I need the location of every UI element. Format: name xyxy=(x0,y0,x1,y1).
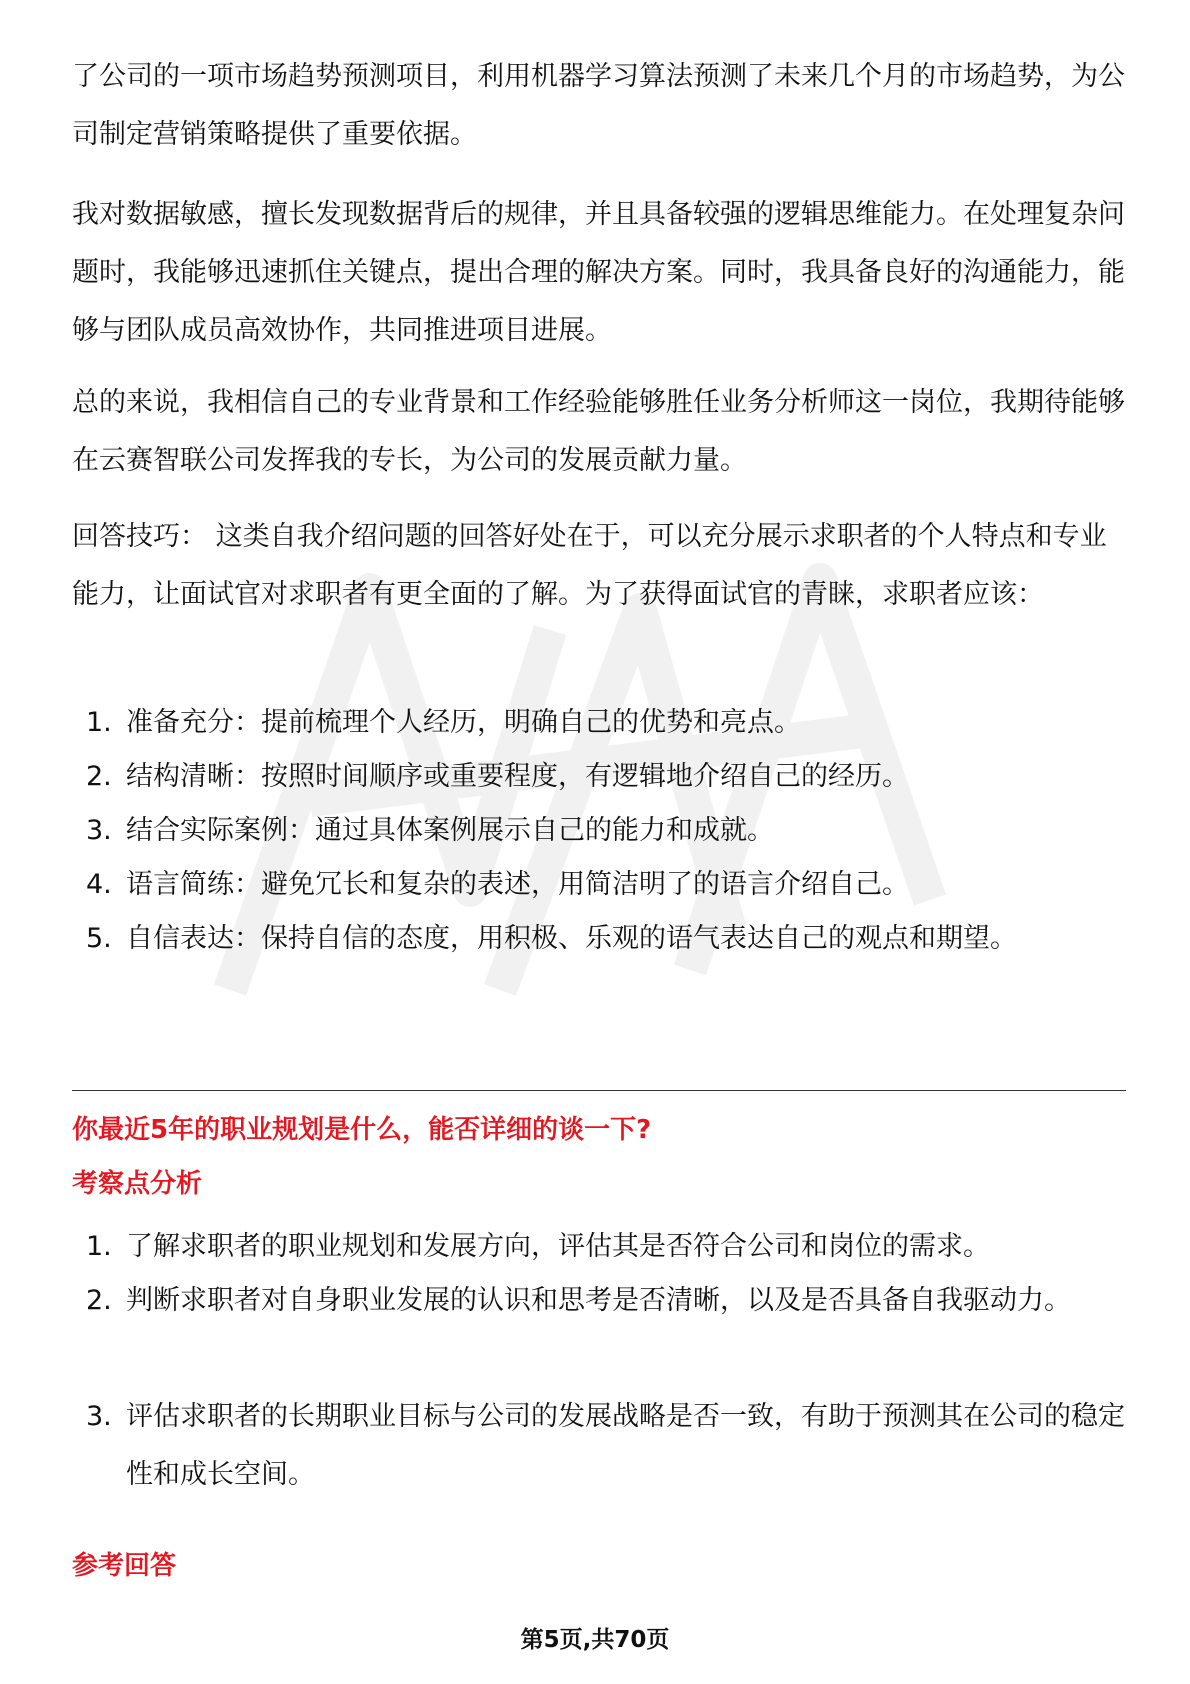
list-item-text: 结构清晰：按照时间顺序或重要程度，有逻辑地介绍自己的经历。 xyxy=(126,761,909,792)
paragraph-summary: 总的来说，我相信自己的专业背景和工作经验能够胜任业务分析师这一岗位，我期待能够在云赛智联公司发挥我的专长，为公司的发展贡献力量。 xyxy=(72,387,1125,476)
section-divider xyxy=(72,1090,1126,1091)
list-item-text: 准备充分：提前梳理个人经历，明确自己的优势和亮点。 xyxy=(126,707,801,738)
list-item xyxy=(72,1218,1126,1276)
list-item-number: 4. xyxy=(86,869,112,900)
paragraph-project-experience: 了公司的一项市场趋势预测项目，利用机器学习算法预测了未来几个月的市场趋势，为公司制定营销策略提供了重要依据。 xyxy=(72,61,1125,150)
list-item-text: 判断求职者对自身职业发展的认识和思考是否清晰，以及是否具备自我驱动力。 xyxy=(126,1285,1071,1316)
list-item-text: 结合实际案例：通过具体案例展示自己的能力和成就。 xyxy=(126,815,774,846)
list-item-number: 2. xyxy=(86,1285,112,1316)
list-item-number: 2. xyxy=(86,761,112,792)
list-item xyxy=(72,910,1126,968)
list-item-text: 评估求职者的长期职业目标与公司的发展战略是否一致，有助于预测其在公司的稳定性和成长空间。 xyxy=(126,1401,1125,1490)
list-item-number: 3. xyxy=(86,815,112,846)
list-item xyxy=(72,694,1126,752)
list-item-text: 自信表达：保持自信的态度，用积极、乐观的语气表达自己的观点和期望。 xyxy=(126,923,1017,954)
list-item xyxy=(72,802,1126,860)
list-item-number: 3. xyxy=(86,1401,112,1432)
list-item xyxy=(72,1388,1126,1504)
list-item-number: 1. xyxy=(86,707,112,738)
list-item xyxy=(72,748,1126,806)
list-item-number: 5. xyxy=(86,923,112,954)
paragraph-answer-tips: 回答技巧： 这类自我介绍问题的回答好处在于，可以充分展示求职者的个人特点和专业能力，让面试官对求职者有更全面的了解。为了获得面试官的青睐，求职者应该： xyxy=(72,521,1107,610)
list-item-number: 1. xyxy=(86,1231,112,1262)
list-item-text: 了解求职者的职业规划和发展方向，评估其是否符合公司和岗位的需求。 xyxy=(126,1231,990,1262)
list-item xyxy=(72,856,1126,914)
question-heading: 你最近5年的职业规划是什么，能否详细的谈一下? xyxy=(72,1115,652,1145)
paragraph-data-skills: 我对数据敏感，擅长发现数据背后的规律，并且具备较强的逻辑思维能力。在处理复杂问题时，我能够迅速抓住关键点，提出合理的解决方案。同时，我具备良好的沟通能力，能够与团队成员高效协作，共同推进项目进展。 xyxy=(72,199,1125,346)
list-item xyxy=(72,1272,1126,1330)
page-number: 第5页,共70页 xyxy=(520,1627,670,1653)
list-item-text: 语言简练：避免冗长和复杂的表述，用简洁明了的语言介绍自己。 xyxy=(126,869,909,900)
answer-heading: 参考回答 xyxy=(72,1551,177,1581)
analysis-heading: 考察点分析 xyxy=(72,1169,203,1199)
